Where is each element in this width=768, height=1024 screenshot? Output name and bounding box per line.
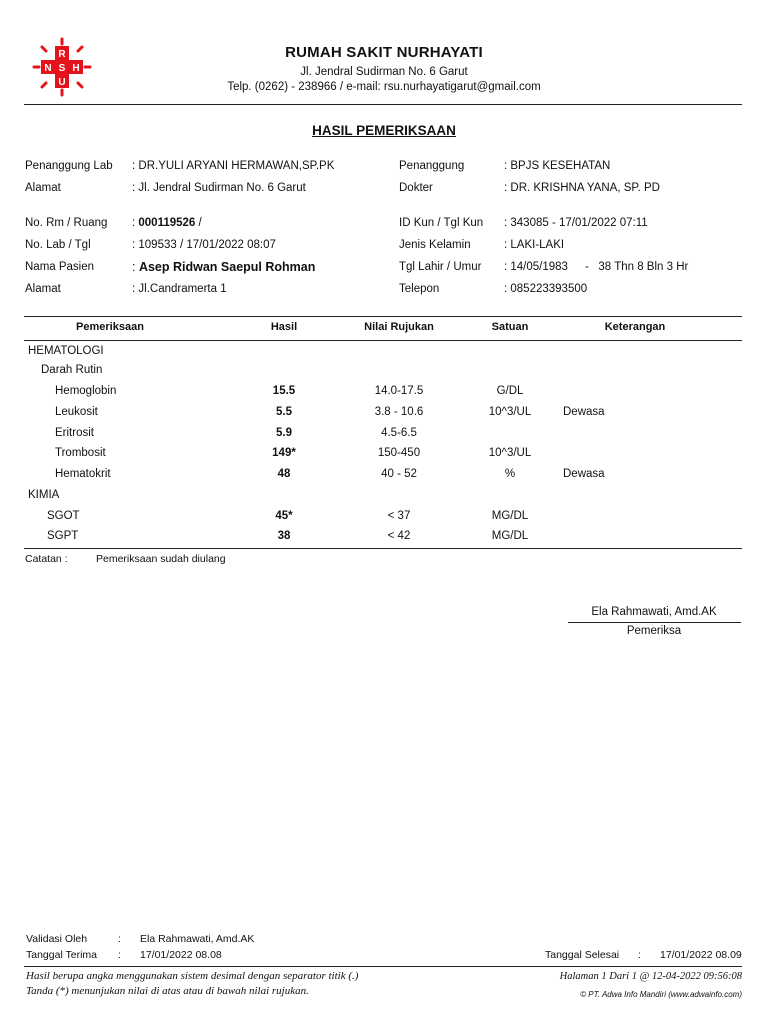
test-ref-sgpt: < 42 [387,530,411,542]
info-value-nama-pasien [132,260,315,274]
footer-terima-value: 17/01/2022 08.08 [140,949,222,961]
info-value-penanggung: : BPJS KESEHATAN [504,160,611,172]
col-header-hasil: Hasil [270,321,298,333]
no-rm-prefix: : [132,217,139,229]
test-ref-leukosit: 3.8 - 10.6 [374,406,424,418]
signature-line [568,622,741,623]
info-value-penanggung-lab: : DR.YULI ARYANI HERMAWAN,SP.PK [132,160,335,172]
table-top-rule [24,316,742,317]
test-unit-sgot: MG/DL [491,510,529,522]
notes-text: Pemeriksaan sudah diulang [96,553,226,565]
footer-validasi-colon: : [118,933,121,945]
no-rm-suffix: / [195,217,202,229]
col-header-keterangan: Keterangan [604,321,666,333]
test-result-sgot: 45* [275,510,293,522]
footer-terima-colon: : [118,949,121,961]
test-note-hematokrit: Dewasa [563,468,605,480]
info-label-alamat-pasien: Alamat [25,283,61,295]
test-name-sgpt: SGPT [47,530,79,542]
logo-letter-top: R [58,49,66,60]
footer-page-info: Halaman 1 Dari 1 @ 12-04-2022 09:56:08 [559,971,742,982]
info-label-telepon: Telepon [399,283,440,295]
patient-name: Asep Ridwan Saepul Rohman [138,260,316,274]
info-label-alamat-lab: Alamat [25,182,61,194]
test-result-leukosit: 5.5 [276,406,292,418]
test-ref-eritrosit: 4.5-6.5 [381,427,417,439]
col-header-nilai-rujukan: Nilai Rujukan [364,321,434,333]
info-label-no-rm: No. Rm / Ruang [25,217,108,229]
footer-selesai-label: Tanggal Selesai [545,949,620,961]
subgroup-darah-rutin: Darah Rutin [41,364,103,376]
test-unit-hemoglobin: G/DL [496,385,524,397]
test-unit-leukosit: 10^3/UL [488,406,532,418]
test-result-hematokrit: 48 [277,468,291,480]
test-unit-trombosit: 10^3/UL [488,447,532,459]
logo-letter-bottom: U [58,77,66,88]
test-result-eritrosit: 5.9 [276,427,292,439]
footer-validasi-label: Validasi Oleh [26,933,88,945]
info-value-umur: - 38 Thn 8 Bln 3 Hr [585,261,689,273]
info-label-jenis-kelamin: Jenis Kelamin [399,239,471,251]
test-name-sgot: SGOT [47,510,80,522]
info-value-dokter: : DR. KRISHNA YANA, SP. PD [504,182,660,194]
test-name-hematokrit: Hematokrit [55,468,111,480]
info-value-telepon: : 085223393500 [504,283,588,295]
info-label-nama-pasien: Nama Pasien [25,261,95,273]
signature-role: Pemeriksa [626,625,682,637]
group-hematologi: HEMATOLOGI [28,345,104,357]
test-ref-sgot: < 37 [387,510,411,522]
header-divider [24,104,742,105]
info-value-alamat-lab: : Jl. Jendral Sudirman No. 6 Garut [132,182,306,194]
test-result-trombosit: 149* [272,447,296,459]
test-name-hemoglobin: Hemoglobin [55,385,117,397]
info-value-tgl-lahir: : 14/05/1983 [504,261,568,273]
info-label-penanggung: Penanggung [399,160,465,172]
footer-terima-label: Tanggal Terima [26,949,98,961]
test-name-leukosit: Leukosit [55,406,98,418]
hospital-address: Jl. Jendral Sudirman No. 6 Garut [300,66,468,78]
footer-selesai-colon: : [638,949,641,961]
signature-name: Ela Rahmawati, Amd.AK [591,606,717,618]
info-label-no-lab: No. Lab / Tgl [25,239,91,251]
info-label-id-kun: ID Kun / Tgl Kun [399,217,484,229]
logo-letter-left: N [44,63,52,74]
info-label-dokter: Dokter [399,182,433,194]
info-value-id-kun: : 343085 - 17/01/2022 07:11 [504,217,648,229]
test-unit-sgpt: MG/DL [491,530,529,542]
hospital-name: RUMAH SAKIT NURHAYATI [285,44,483,61]
info-label-tgl-lahir: Tgl Lahir / Umur [399,261,482,273]
info-value-no-rm [132,217,202,229]
notes-label: Catatan : [25,553,68,565]
test-name-trombosit: Trombosit [55,447,106,459]
test-ref-hematokrit: 40 - 52 [381,468,417,480]
test-ref-trombosit: 150-450 [377,447,421,459]
col-header-pemeriksaan: Pemeriksaan [76,321,144,333]
footer-disclaimer-2: Tanda (*) menunjukan nilai di atas atau di bawah nilai rujukan. [26,985,309,997]
table-header-rule [24,340,742,341]
footer-validasi-value: Ela Rahmawati, Amd.AK [140,933,255,945]
test-result-hemoglobin: 15.5 [272,385,296,397]
test-unit-hematokrit: % [504,468,516,480]
test-name-eritrosit: Eritrosit [55,427,94,439]
footer-selesai-value: 17/01/2022 08.09 [660,949,742,961]
test-note-leukosit: Dewasa [563,406,605,418]
table-bottom-rule [24,548,742,549]
footer-divider [24,966,742,967]
footer-disclaimer-1: Hasil berupa angka menggunakan sistem desimal dengan separator titik (.) [26,970,359,982]
test-result-sgpt: 38 [277,530,291,542]
test-ref-hemoglobin: 14.0-17.5 [374,385,424,397]
no-rm-number: 000119526 [138,217,196,229]
logo-letter-center: S [58,63,66,74]
col-header-satuan: Satuan [491,321,529,333]
footer-copyright: © PT. Adwa Info Mandiri (www.adwainfo.com) [580,990,742,999]
group-kimia: KIMIA [28,489,60,501]
info-value-no-lab: : 109533 / 17/01/2022 08:07 [132,239,276,251]
logo-letter-right: H [72,63,80,74]
report-title: HASIL PEMERIKSAAN [312,123,456,138]
nama-prefix: : [132,260,139,274]
info-value-alamat-pasien: : Jl.Candramerta 1 [132,283,227,295]
info-label-penanggung-lab: Penanggung Lab [25,160,113,172]
hospital-contact: Telp. (0262) - 238966 / e-mail: rsu.nurhayatigarut@gmail.com [227,81,541,93]
info-value-jenis-kelamin: : LAKI-LAKI [504,239,565,251]
